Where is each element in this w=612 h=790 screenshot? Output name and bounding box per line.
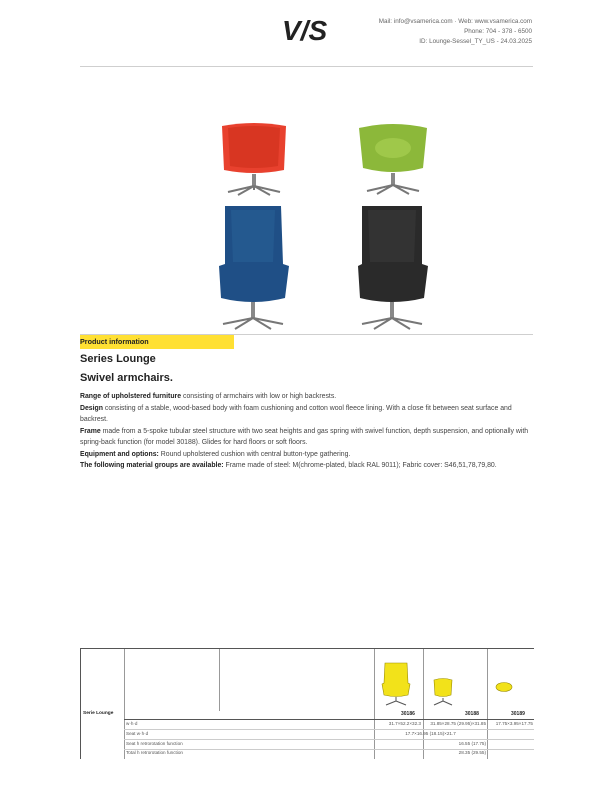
table-header-rule <box>124 719 534 720</box>
product-subtitle: Swivel armchairs. <box>80 372 173 384</box>
product-description <box>80 391 532 472</box>
green-low-back-chair-image <box>353 118 433 196</box>
row-value: 28.35 (29.55) <box>458 750 486 755</box>
row-label-dimensions: w·h·d <box>126 721 138 726</box>
contact-info <box>379 17 532 47</box>
model-30188-thumbnail <box>431 677 455 707</box>
table-row-rule <box>124 739 534 740</box>
header-divider <box>80 66 533 67</box>
description-paragraph: Range of upholstered furniture consisting of armchairs with low or high backrests. <box>80 393 337 400</box>
description-paragraph: Equipment and options: Round upholstered cushion with central button-type gathering. <box>80 450 351 458</box>
series-title: Series Lounge <box>80 353 156 365</box>
row-value: 16.55 (17.75) <box>458 741 486 746</box>
row-value: 31.85×28.75 (29.95)×31.85 <box>430 721 486 726</box>
column-divider <box>374 649 375 759</box>
row-value: 17.7×16.95 (18.15)×21.7 <box>405 731 456 736</box>
logo-text: V/S <box>282 15 328 46</box>
column-divider <box>124 649 125 759</box>
series-row-label: Serie Lounge <box>83 711 114 716</box>
description-paragraph: The following material groups are available: Frame made of steel: M(chrome-plated, black RAL 9011); Fabric cover: S46,51,78,79,80. <box>80 462 497 469</box>
contact-phone: Phone: 704 - 378 - 6500 <box>464 28 532 35</box>
table-row-rule <box>124 729 534 730</box>
column-divider <box>487 649 488 759</box>
red-low-back-chair-image <box>214 118 294 196</box>
vs-logo <box>282 14 330 46</box>
model-30189-header: 30189 <box>511 711 525 717</box>
description-paragraph: Frame made from a 5-spoke tubular steel structure with two seat heights and gas spring with swivel function, depth suspension, and optionally with spring-back function (for model 30188). Glides for hard floors or soft floors. <box>80 427 529 446</box>
model-30186-header: 30186 <box>401 711 415 717</box>
product-information-label: Product information <box>80 335 234 349</box>
black-high-back-chair-image <box>352 202 432 330</box>
specification-table <box>80 648 534 759</box>
contact-mail-web: Mail: info@vsamerica.com · Web: www.vsamerica.com <box>378 18 532 25</box>
row-label-seat-height-retro: Seat h retrorotation function <box>126 741 183 746</box>
blue-high-back-chair-image <box>213 202 293 330</box>
model-30189-thumbnail <box>495 681 513 693</box>
row-label-seat-dimensions: Seat w·h·d <box>126 731 149 736</box>
model-30188-header: 30188 <box>465 711 479 717</box>
row-value: 31.7×52.2×32.3 <box>388 721 421 726</box>
model-30186-thumbnail <box>381 661 411 707</box>
description-paragraph: Design consisting of a stable, wood-based body with foam cushioning and cotton wool fleece lining. With a close fit between seat surface and backrest. <box>80 404 512 423</box>
column-divider <box>219 649 220 711</box>
row-label-total-height-retro: Total h retrorotation function <box>126 750 183 755</box>
row-value: 17.75×3.95×17.75 <box>495 721 533 726</box>
document-id: ID: Lounge-Sessel_TY_US - 24.03.2025 <box>419 38 532 45</box>
